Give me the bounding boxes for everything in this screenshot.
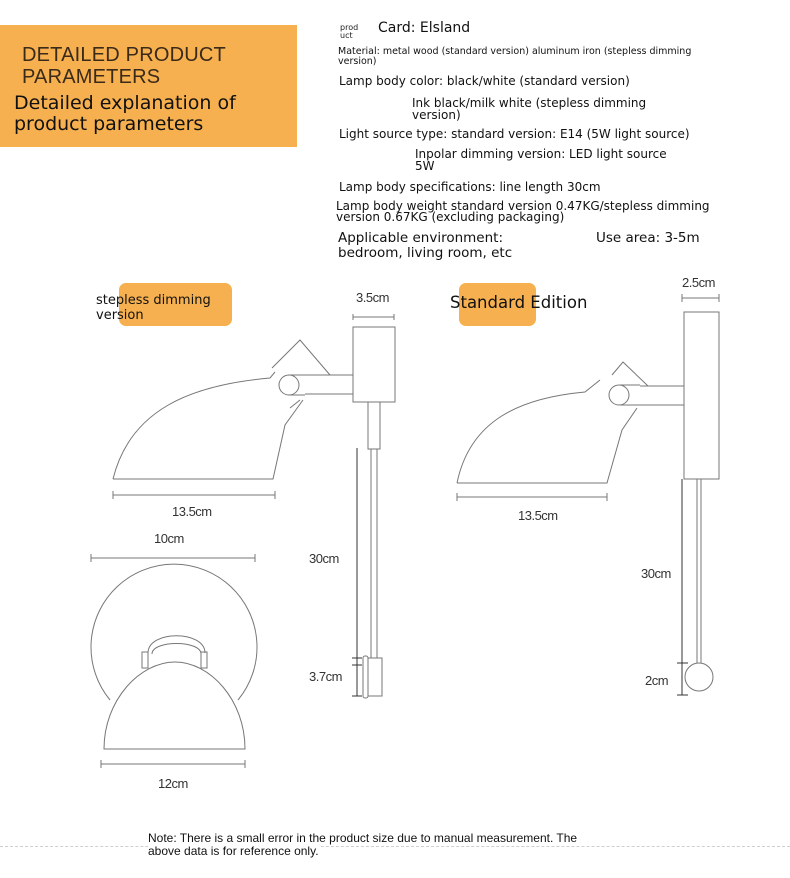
stepless-version-label-line2: version [96, 308, 144, 323]
spec-body-specifications: Lamp body specifications: line length 30cm [339, 180, 601, 194]
stepless-side-view-drawing [113, 314, 395, 698]
page-subtitle-line2: product parameters [14, 113, 204, 135]
standard-edition-label: Standard Edition [450, 293, 588, 312]
dim-standard-cord-length: 30cm [641, 566, 671, 581]
stepless-front-view-drawing [91, 554, 257, 768]
standard-side-view-drawing [457, 294, 719, 695]
dim-stepless-cord-length: 30cm [309, 551, 339, 566]
spec-environment-line1: Applicable environment: [338, 230, 504, 246]
dim-stepless-backplate-width: 3.5cm [356, 290, 389, 305]
page-subtitle-line1: Detailed explanation of [14, 92, 236, 114]
spec-weight-line1: Lamp body weight standard version 0.47KG/stepless dimming [336, 199, 710, 213]
footer-note-line1: Note: There is a small error in the product size due to manual measurement. The [148, 831, 578, 845]
spec-card-name: Card: Elsland [378, 20, 471, 36]
footer-note [148, 832, 577, 858]
product-label-line2: uct [340, 31, 353, 40]
dim-stepless-shade-length: 13.5cm [172, 504, 212, 519]
dim-front-backplate-diameter: 10cm [154, 531, 184, 546]
spec-color-standard: Lamp body color: black/white (standard version) [339, 74, 630, 88]
dim-standard-knob-size: 2cm [645, 673, 669, 688]
product-label-line1: prod [340, 23, 359, 32]
spec-use-area: Use area: 3-5m [596, 230, 700, 246]
dim-stepless-switch-length: 3.7cm [309, 669, 342, 684]
dim-standard-backplate-width: 2.5cm [682, 275, 715, 290]
spec-light-source-dimming-line1: Inpolar dimming version: LED light source [415, 147, 667, 161]
spec-color-stepless-line2: version) [412, 108, 461, 122]
spec-light-source-standard: Light source type: standard version: E14 (5W light source) [339, 127, 690, 141]
spec-weight-line2: version 0.67KG (excluding packaging) [336, 210, 565, 224]
page-title-line2: PARAMETERS [22, 66, 161, 88]
dim-front-shade-width: 12cm [158, 776, 188, 791]
stepless-version-label-line1: stepless dimming [96, 293, 211, 308]
spec-material-line1: Material: metal wood (standard version) aluminum iron (stepless dimming [338, 46, 692, 57]
spec-material-line2: version) [338, 56, 377, 67]
spec-light-source-dimming-line2: 5W [415, 159, 435, 173]
spec-color-stepless-line1: Ink black/milk white (stepless dimming [412, 96, 647, 110]
dim-standard-shade-length: 13.5cm [518, 508, 558, 523]
spec-environment-line2: bedroom, living room, etc [338, 245, 513, 261]
footer-note-line2: above data is for reference only. [148, 844, 319, 858]
page-title-line1: DETAILED PRODUCT [22, 44, 226, 66]
